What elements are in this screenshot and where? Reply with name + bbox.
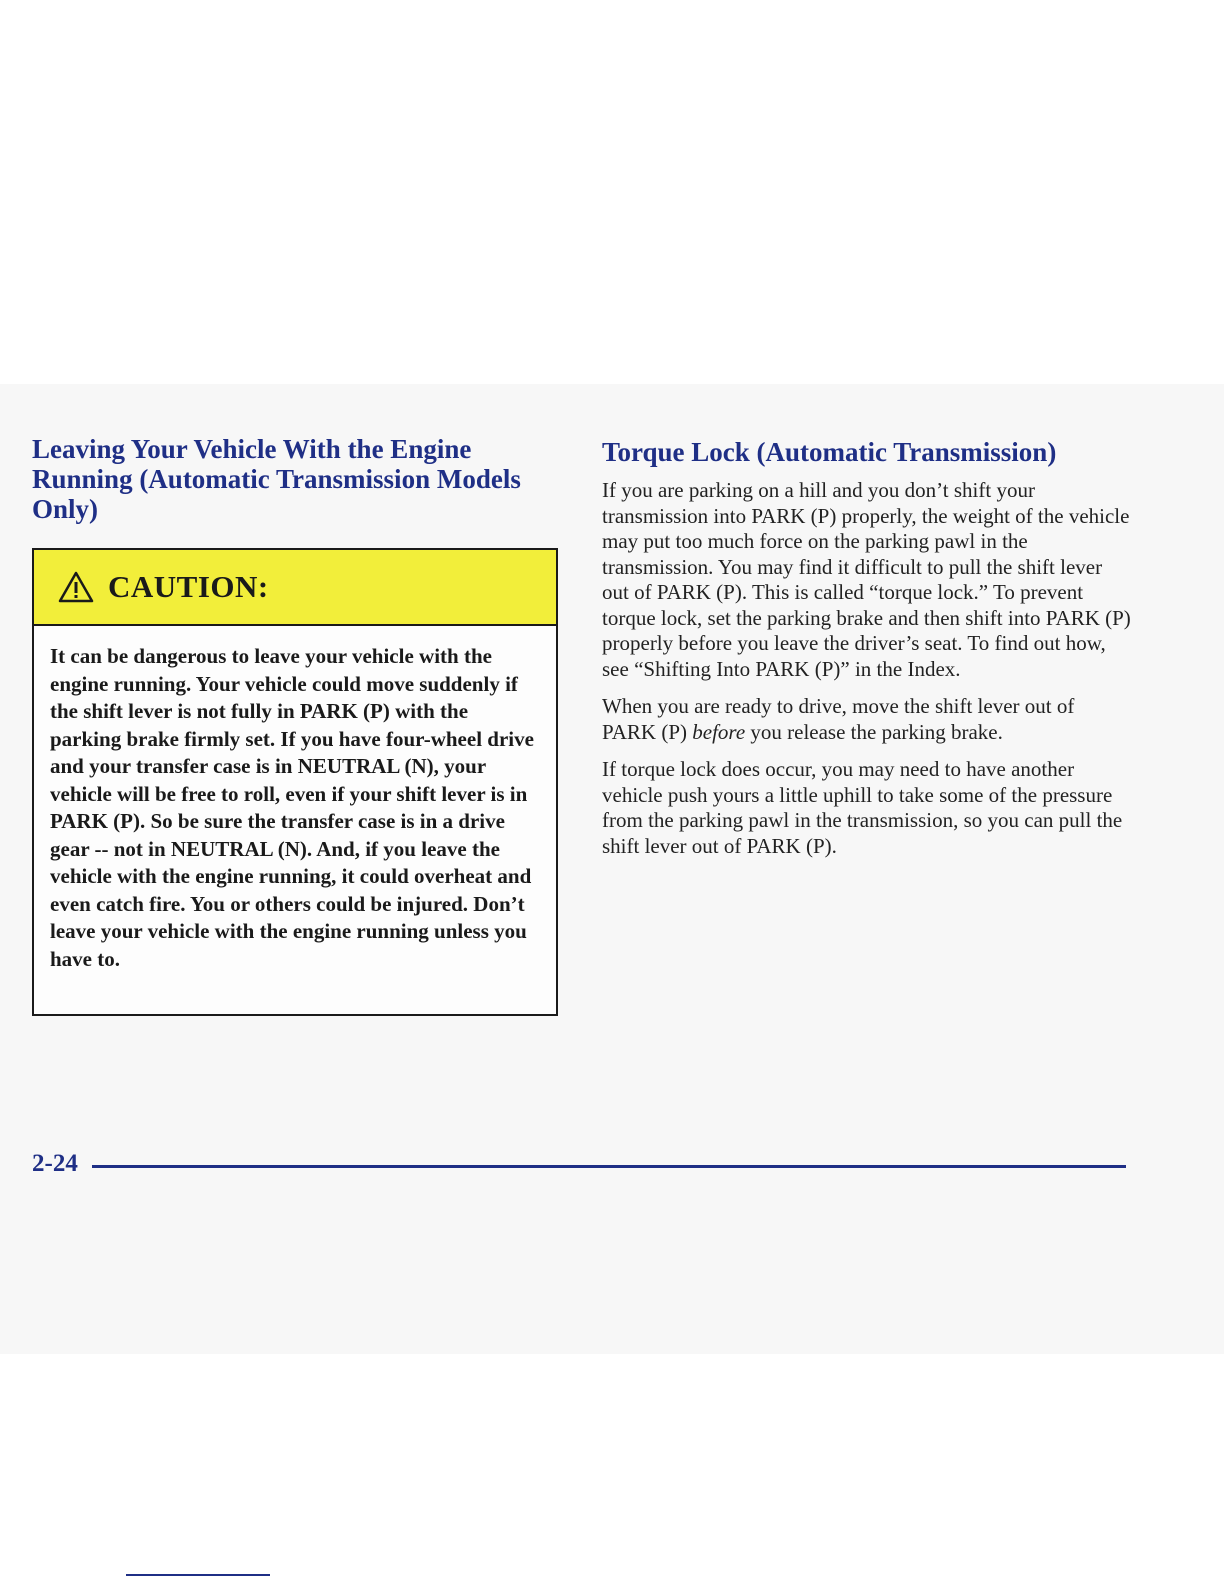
caution-header (34, 550, 556, 626)
caution-box (32, 548, 558, 1016)
torque-lock-paragraph-1: If you are parking on a hill and you don’t shift your transmission into PARK (P) properly, the weight of the vehicle may put too much force on the parking pawl in the transmission. You may find it difficult to pull the shift lever out of PARK (P). This is called “torque lock.” To prevent torque lock, set the parking brake and then shift into PARK (P) properly before you leave the driver’s seat. To find out how, see “Shifting Into PARK (P)” in the Index. (602, 478, 1131, 681)
page-number: 2-24 (32, 1150, 78, 1177)
caution-title: CAUTION: (108, 569, 269, 604)
warning-triangle-icon (58, 571, 94, 603)
bottom-rule (126, 1574, 270, 1576)
caution-text: It can be dangerous to leave your vehicle with the engine running. Your vehicle could move suddenly if the shift lever is not fully in PARK (P) with the parking brake firmly set. If you have four-wheel drive and your transfer case is in NEUTRAL (N), your vehicle will be free to roll, even if your shift lever is in PARK (P). So be sure the transfer case is in a drive gear -- not in NEUTRAL (N). And, if you leave the vehicle with the engine running, it could overheat and even catch fire. You or others could be injured. Don’t leave your vehicle with the engine running unless you have to. (50, 644, 534, 971)
torque-lock-paragraph-3: If torque lock does occur, you may need to have another vehicle push yours a little uphill to take some of the pressure from the parking pawl in the transmission, so you can pull the shift lever out of PARK (P). (602, 757, 1123, 858)
paragraph-2-emphasis: before (692, 719, 746, 744)
paragraph-2-text-start: When you are ready to drive, move the shift lever out of PARK (P) (602, 694, 1075, 744)
torque-lock-paragraph-2 (602, 694, 1132, 745)
torque-lock-body (602, 478, 1132, 871)
section-heading-leaving-vehicle: Leaving Your Vehicle With the Engine Running (Automatic Transmission Models Only) (32, 434, 521, 524)
footer-rule (92, 1165, 1126, 1168)
paragraph-2-text-end: you release the parking brake. (745, 719, 1003, 744)
section-heading-torque-lock: Torque Lock (Automatic Transmission) (602, 437, 1057, 467)
